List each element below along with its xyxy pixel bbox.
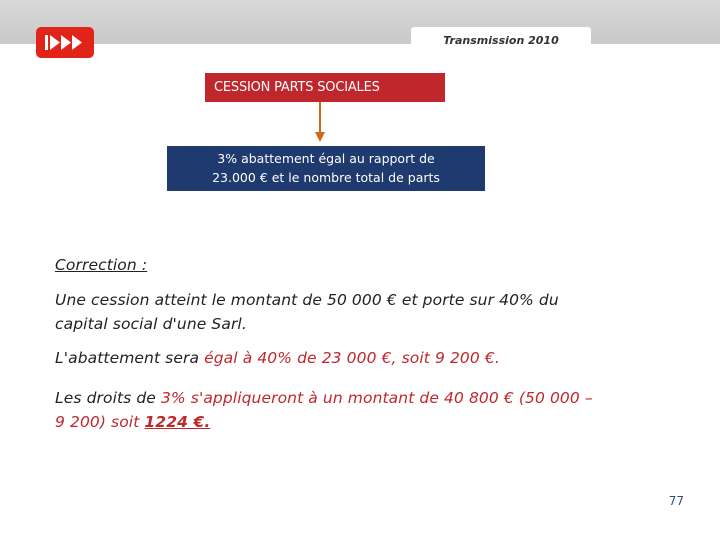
paragraph-cession-line-2: capital social d'une Sarl.	[55, 315, 247, 333]
droits-line-2-text: 9 200) soit	[55, 413, 145, 431]
paragraph-abattement	[55, 349, 500, 367]
paragraph-cession-line-1: Une cession atteint le montant de 50 000 € et porte sur 40% du	[55, 291, 559, 309]
correction-heading: Correction :	[55, 256, 148, 274]
droits-line-2	[55, 410, 705, 434]
info-box-line-1: 3% abattement égal au rapport de	[217, 151, 435, 166]
paragraph-droits	[55, 386, 705, 434]
droits-total: 1224 €.	[144, 413, 211, 431]
droits-line-1-text: Les droits de	[55, 389, 161, 407]
page-number: 77	[668, 494, 684, 508]
fast-forward-logo-icon	[36, 27, 94, 58]
cession-parts-box: CESSION PARTS SOCIALES	[205, 73, 445, 102]
top-bar	[0, 0, 720, 44]
droits-line-1-highlight: 3% s'appliqueront à un montant de 40 800 € (50 000 –	[160, 389, 593, 407]
abattement-info-box	[167, 146, 485, 191]
abattement-text: L'abattement sera	[55, 349, 205, 367]
presentation-title-tab: Transmission 2010	[411, 27, 591, 47]
abattement-highlight: égal à 40% de 23 000 €, soit 9 200 €.	[204, 349, 500, 367]
info-box-line-2: 23.000 € et le nombre total de parts	[212, 170, 440, 185]
down-arrow-icon	[312, 102, 328, 146]
droits-line-1	[55, 386, 705, 410]
paragraph-cession	[55, 288, 695, 336]
